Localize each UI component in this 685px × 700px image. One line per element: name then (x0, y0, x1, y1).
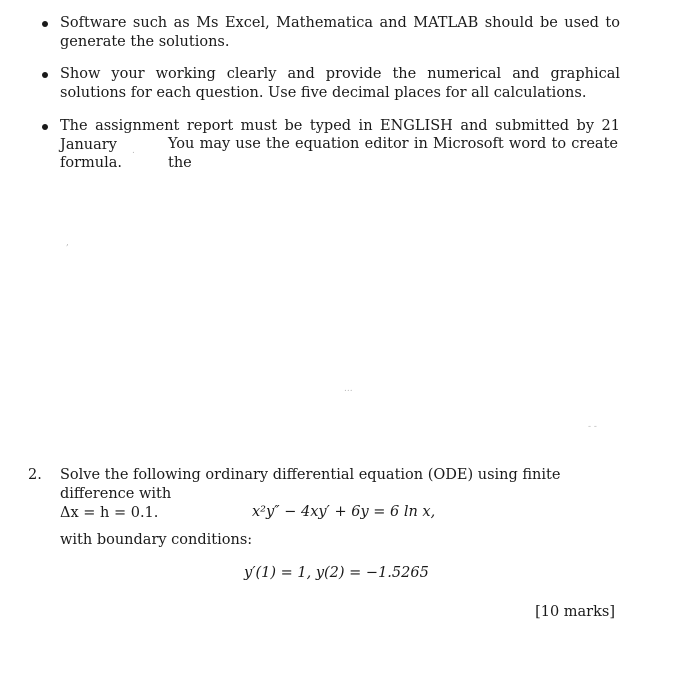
bullet-dot (42, 21, 48, 27)
instruction-text-continued: formula. (60, 155, 123, 171)
instruction-item-working (40, 65, 620, 103)
scan-speck: ... (344, 384, 353, 394)
marks-label: [10 marks] (535, 604, 615, 620)
question-text-line: Solve the following ordinary differential equation (ODE) using finite difference with (60, 467, 561, 502)
scan-speck: . (132, 146, 135, 156)
boundary-conditions: y′(1) = 1, y(2) = −1.5265 (244, 565, 429, 581)
question-number: 2. (28, 467, 42, 483)
instruction-item-software (40, 14, 620, 52)
scan-speck: - - (588, 422, 597, 432)
bullet-dot (42, 72, 48, 78)
instruction-text: The assignment report must be typed in ENGLISH and submitted by 21 January (60, 118, 620, 153)
instruction-text: Software such as Ms Excel, Mathematica and MATLAB should be used to generate the solutions. (60, 15, 620, 50)
bullet-dot (42, 124, 48, 130)
instruction-text: Show your working clearly and provide the numerical and graphical solutions for each question. Use five decimal places for all calculations. (60, 66, 620, 101)
scan-speck: , (66, 238, 69, 248)
instruction-text-continued: You may use the equation editor in Microsoft word to create the (168, 136, 618, 171)
ode-equation: x²y″ − 4xy′ + 6y = 6 ln x, (252, 504, 436, 520)
question-step-size: Δx = h = 0.1. (60, 505, 159, 521)
boundary-conditions-label: with boundary conditions: (60, 532, 253, 548)
